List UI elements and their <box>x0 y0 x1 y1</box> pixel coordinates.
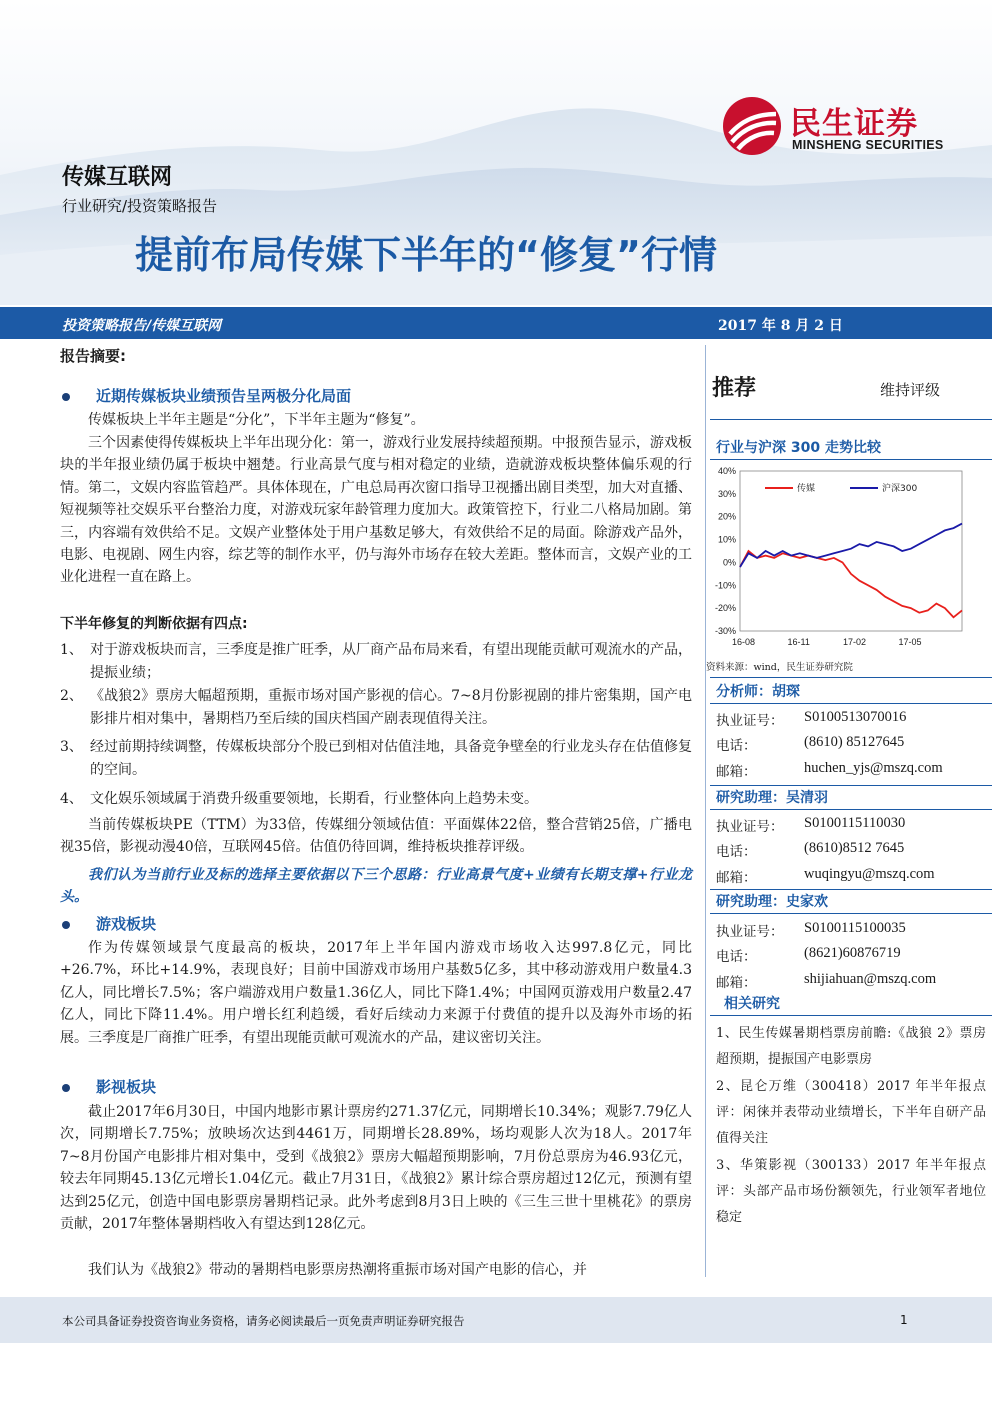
brand-name-cn: 民生证券 <box>790 106 918 142</box>
brand-logo <box>722 96 962 158</box>
related-heading: 相关研究 <box>724 996 780 1012</box>
legend-label-0: 传媒 <box>797 484 816 494</box>
related-item-2[interactable]: 2、昆仑万维（300418）2017 年半年报点评：闲徕并表带动业绩增长，下半年自研产品值得关注 <box>716 1079 986 1146</box>
paragraph-theme: 传媒板块上半年主题是“分化”，下半年主题为“修复”。 <box>88 412 425 428</box>
paragraph-factors: 三个因素使得传媒板块上半年出现分化：第一，游戏行业发展持续超预期。中报预告显示，游戏板块的半年报业绩仍属于板块中翘楚。行业高景气度与相对稳定的业绩，造就游戏板块整体偏乐观的行情。第二，文娱内容监管趋严。具体体现在，广电总局再次窗口指导卫视播出剧目类型，加大对直播、短视频等社交娱乐平台整治力度，对游戏玩家年龄管理力度加大。政策管控下，行业二八格局加剧。第三，内容端有效供给不足。文娱产业整体处于用户基数足够大，有效供给不足的局面。除游戏产品外，电影、电视剧、网生内容，综艺等的制作水平，仍与海外市场存在较大差距。整体而言，文娱产业的工业化进程一直在路上。 <box>60 435 692 586</box>
divider <box>710 809 992 810</box>
series-line-0 <box>740 551 962 617</box>
rating-label: 维持评级 <box>880 381 941 399</box>
chart-heading: 行业与沪深 300 走势比较 <box>716 440 881 456</box>
report-band <box>0 307 992 339</box>
paragraph-games: 作为传媒领域景气度最高的板块，2017年上半年国内游戏市场收入达997.8亿元，同比+26.7%，环比+14.9%，表现良好；目前中国游戏市场用户基数5亿多，其中移动游戏用户数量4.3亿人，同比增长7.5%；客户端游戏用户数量1.36亿人，同比下降1.4%；中国网页游戏用户数量2.47亿人，同比下降11.4%。用户增长红利趋缓，看好后续动力来源于付费值的提升以及海外市场的拓展。三季度是厂商推广旺季，有望出现能贡献可观流水的产品，建议密切关注。 <box>60 940 692 1046</box>
band-date: 2017 年 8 月 2 日 <box>718 318 843 334</box>
assistant2-heading: 研究助理：史家欢 <box>716 894 828 910</box>
basis-item-4: 4、 文化娱乐领域属于消费升级重要领地，长期看，行业整体向上趋势未变。 <box>60 791 538 807</box>
summary-title: 报告摘要: <box>60 347 126 365</box>
footer-disclaimer: 本公司具备证券投资咨询业务资格，请务必阅读最后一页免责声明证券研究报告 <box>62 1314 465 1328</box>
divider <box>710 419 992 420</box>
minsheng-logo-icon <box>722 96 782 156</box>
y-tick-label: -10% <box>714 580 736 591</box>
paragraph-valuation: 当前传媒板块PE（TTM）为33倍，传媒细分领域估值：平面媒体22倍，整合营销25倍，广播电视35倍，影视动漫40倍，互联网45倍。估值仍待回调，维持板块推荐评级。 <box>60 817 692 856</box>
divider <box>710 677 992 678</box>
industry-name: 传媒互联网 <box>62 165 173 190</box>
page-number: 1 <box>900 1313 908 1327</box>
legend-label-1: 沪深300 <box>882 484 918 494</box>
section-heading-earnings: 近期传媒板块业绩预告呈两极分化局面 <box>60 385 351 406</box>
section-heading-games: 游戏板块 <box>60 913 156 934</box>
bullet-icon <box>62 921 70 929</box>
x-tick-label: 17-05 <box>898 637 922 647</box>
page-footer <box>0 1297 992 1343</box>
paragraph-selection-logic: 我们认为当前行业及标的选择主要依据以下三个思路：行业高景气度+业绩有长期支撑+行业龙头。 <box>60 867 692 906</box>
band-category: 投资策略报告/传媒互联网 <box>62 318 222 334</box>
basis-item-2: 2、 《战狼2》票房大幅超预期，重振市场对国产影视的信心。7~8月份影视剧的排片密集期，国产电影排片相对集中，暑期档乃至后续的国庆档国产剧表现值得关注。 <box>60 688 692 727</box>
recommend-label: 推荐 <box>712 376 757 401</box>
divider <box>710 889 992 890</box>
divider <box>710 785 992 786</box>
report-title: 提前布局传媒下半年的“修复”行情 <box>135 233 717 277</box>
y-tick-label: 10% <box>717 534 736 545</box>
bullet-icon <box>62 393 70 401</box>
section-heading-film: 影视板块 <box>60 1076 156 1097</box>
y-tick-label: 0% <box>722 557 736 568</box>
chart-source: 资料来源：wind，民生证券研究院 <box>706 662 853 673</box>
paragraph-wolf-warrior: 我们认为《战狼2》带动的暑期档电影票房热潮将重振市场对国产电影的信心，并 <box>88 1262 587 1278</box>
divider <box>710 703 992 704</box>
trend-chart <box>710 461 970 661</box>
analyst-heading: 分析师：胡琛 <box>716 684 800 700</box>
basis-item-1: 1、 对于游戏板块而言，三季度是推广旺季，从厂商产品布局来看，有望出现能贡献可观流水的产品，提振业绩； <box>60 642 692 681</box>
bullet-icon <box>62 1084 70 1092</box>
y-tick-label: 30% <box>717 488 736 499</box>
brand-name-en: MINSHENG SECURITIES <box>792 138 944 152</box>
basis-item-3: 3、 经过前期持续调整，传媒板块部分个股已到相对估值洼地，具备竞争壁垒的行业龙头存在估值修复的空间。 <box>60 739 692 778</box>
y-tick-label: 40% <box>717 466 736 476</box>
related-item-3[interactable]: 3、华策影视（300133）2017 年半年报点评：头部产品市场份额领先，行业领军者地位稳定 <box>716 1158 986 1225</box>
report-type: 行业研究/投资策略报告 <box>62 197 218 215</box>
column-divider <box>705 345 706 1277</box>
x-tick-label: 16-08 <box>732 637 756 647</box>
trend-chart-svg <box>710 461 970 661</box>
assistant1-heading: 研究助理：吴清羽 <box>716 790 828 806</box>
divider <box>710 913 992 914</box>
y-tick-label: -30% <box>714 626 736 636</box>
basis-heading: 下半年修复的判断依据有四点: <box>60 616 248 632</box>
divider <box>710 459 992 460</box>
divider <box>710 1015 992 1016</box>
x-tick-label: 16-11 <box>787 637 810 647</box>
related-item-1[interactable]: 1、民生传媒暑期档票房前瞻:《战狼 2》票房超预期，提振国产电影票房 <box>716 1026 986 1067</box>
y-tick-label: -20% <box>714 603 736 614</box>
paragraph-box-office: 截止2017年6月30日，中国内地影市累计票房约271.37亿元，同期增长10.34%；观影7.79亿人次，同期增长7.75%；放映场次达到4461万，同期增长28.89%，场均观影人次为18人。2017年7~8月份国产电影排片相对集中，受到《战狼2》票房大幅超预期影响，7月份总票房为46.93亿元，较去年同期45.13亿元增长1.04亿元。截止7月31日，《战狼2》累计综合票房超过12亿元，预测有望达到25亿元，创造中国电影票房暑期档记录。此外考虑到8月3日上映的《三生三世十里桃花》的票房贡献，2017年整体暑期档收入有望达到128亿元。 <box>60 1104 692 1233</box>
plot-frame <box>740 471 962 631</box>
series-line-1 <box>740 524 962 567</box>
y-tick-label: 20% <box>717 511 736 522</box>
x-tick-label: 17-02 <box>843 637 867 647</box>
